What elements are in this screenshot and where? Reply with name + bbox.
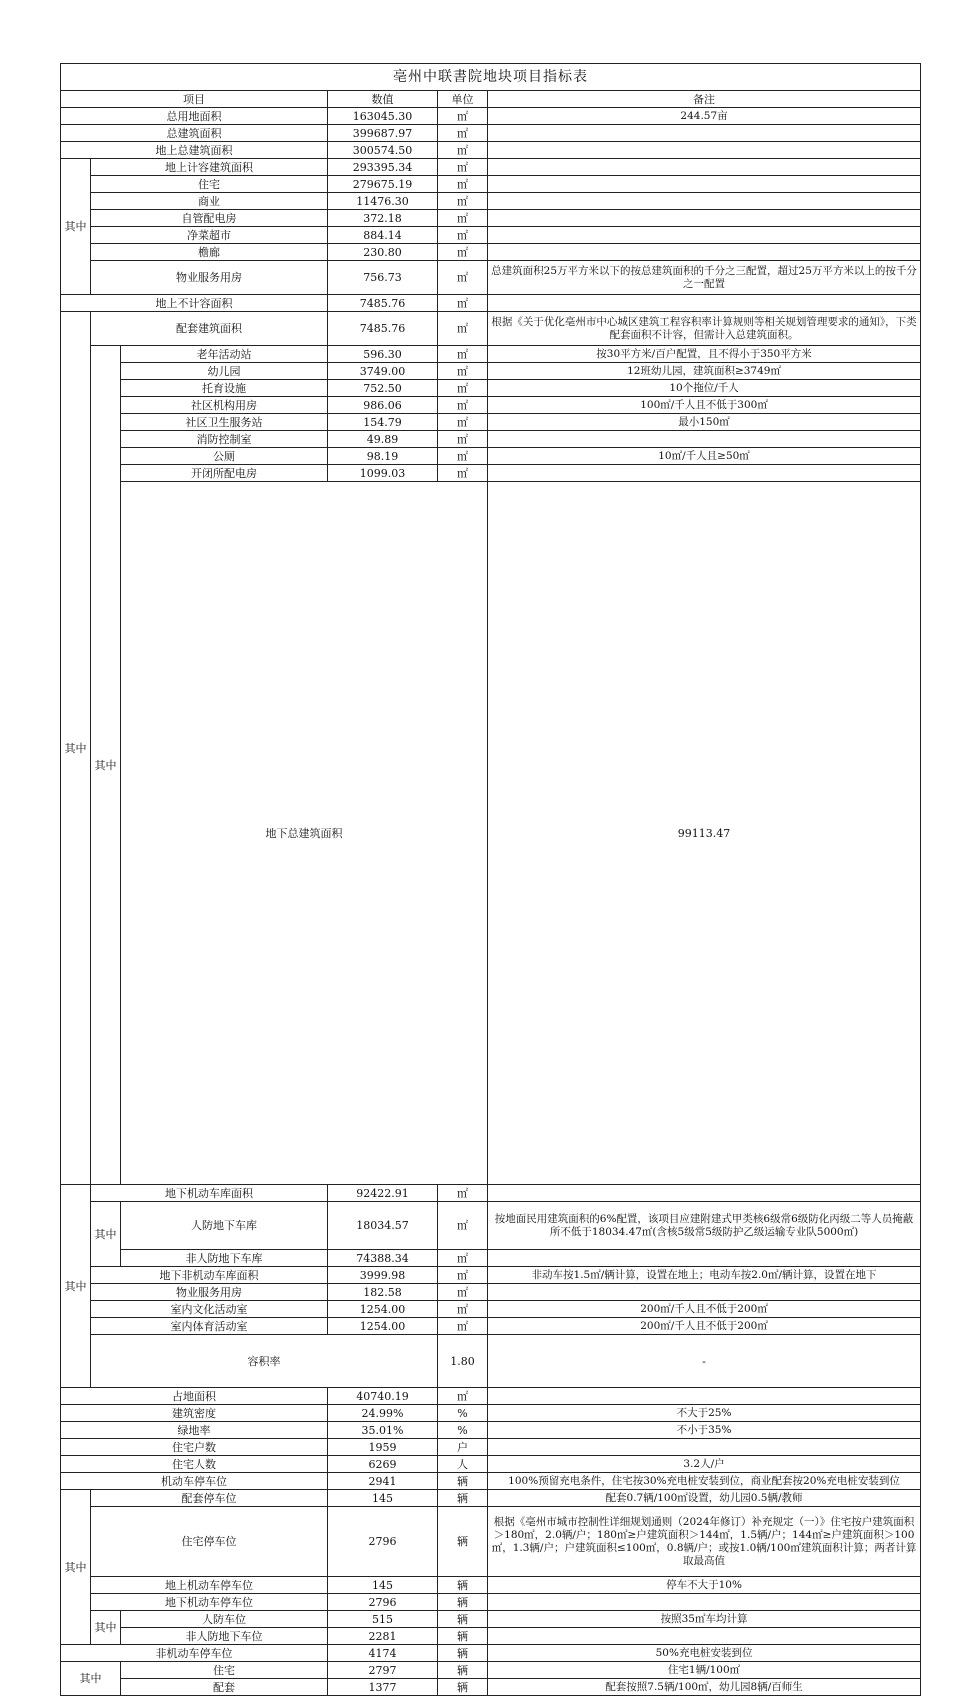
group-label: 其中 — [61, 159, 91, 295]
row-unit: ㎡ — [438, 210, 488, 227]
group-label: 其中 — [61, 1490, 91, 1645]
row-unit: ㎡ — [438, 397, 488, 414]
row-note — [488, 210, 921, 227]
row-value: 92422.91 — [328, 1185, 438, 1202]
row-note: 停车不大于10% — [488, 1577, 921, 1594]
row-value: 2281 — [328, 1628, 438, 1645]
row-note: 200㎡/千人且不低于200㎡ — [488, 1301, 921, 1318]
table-row — [61, 176, 921, 193]
row-unit: ㎡ — [438, 1250, 488, 1267]
row-value: 49.89 — [328, 431, 438, 448]
row-item: 总用地面积 — [61, 108, 328, 125]
row-unit: ㎡ — [438, 125, 488, 142]
row-unit: ㎡ — [438, 227, 488, 244]
table-row — [61, 465, 921, 482]
table-row — [61, 380, 921, 397]
row-value: 24.99% — [328, 1405, 438, 1422]
row-note: 非动车按1.5㎡/辆计算，设置在地上；电动车按2.0㎡/辆计算，设置在地下 — [488, 1267, 921, 1284]
title-row — [61, 64, 921, 91]
row-note: 按照35㎡车均计算 — [488, 1611, 921, 1628]
row-value: 6269 — [328, 1456, 438, 1473]
row-note: 按地面民用建筑面积的6%配置，该项目应建附建式甲类核6级常6级防化丙级二等人员掩蔽所不低于18034.47㎡(含核5级常5级防护乙级运输专业队5000㎡) — [488, 1202, 921, 1250]
row-note — [488, 431, 921, 448]
row-unit: ㎡ — [438, 346, 488, 363]
row-unit: 辆 — [438, 1662, 488, 1679]
table-row — [61, 312, 921, 346]
row-note — [488, 159, 921, 176]
row-item: 机动车停车位 — [61, 1473, 328, 1490]
table-row — [61, 159, 921, 176]
row-item: 地上机动车停车位 — [91, 1577, 328, 1594]
row-note: 10㎡/千人且≥50㎡ — [488, 448, 921, 465]
row-unit: ㎡ — [438, 1202, 488, 1250]
row-item: 住宅户数 — [61, 1439, 328, 1456]
row-note — [488, 227, 921, 244]
row-value: 279675.19 — [328, 176, 438, 193]
row-item: 物业服务用房 — [91, 1284, 328, 1301]
row-value: 2941 — [328, 1473, 438, 1490]
row-unit: ㎡ — [438, 193, 488, 210]
row-unit: ㎡ — [438, 312, 488, 346]
row-value: 7485.76 — [328, 312, 438, 346]
row-unit: % — [438, 1405, 488, 1422]
row-value: 986.06 — [328, 397, 438, 414]
row-value: 35.01% — [328, 1422, 438, 1439]
row-value: 74388.34 — [328, 1250, 438, 1267]
row-note — [488, 465, 921, 482]
row-note — [488, 1250, 921, 1267]
row-unit: 辆 — [438, 1594, 488, 1611]
row-unit: ㎡ — [438, 1388, 488, 1405]
row-note: 12班幼儿园，建筑面积≥3749㎡ — [488, 363, 921, 380]
row-item: 住宅 — [91, 176, 328, 193]
row-unit: ㎡ — [438, 108, 488, 125]
table-row — [61, 193, 921, 210]
table-row — [61, 142, 921, 159]
table-row — [61, 397, 921, 414]
row-value: 1959 — [328, 1439, 438, 1456]
row-unit: ㎡ — [438, 295, 488, 312]
table-row — [61, 1679, 921, 1696]
row-item: 社区机构用房 — [121, 397, 328, 414]
row-item: 配套停车位 — [91, 1490, 328, 1507]
table-row — [61, 482, 921, 1185]
row-value: 7485.76 — [328, 295, 438, 312]
row-note — [488, 1185, 921, 1202]
row-value: 145 — [328, 1577, 438, 1594]
table-row — [61, 1439, 921, 1456]
row-unit: 辆 — [438, 1679, 488, 1696]
row-item: 配套 — [121, 1679, 328, 1696]
table-row — [61, 1507, 921, 1577]
table-row — [61, 1405, 921, 1422]
header-value: 数值 — [328, 91, 438, 108]
row-note — [488, 1594, 921, 1611]
row-item: 室内文化活动室 — [91, 1301, 328, 1318]
row-unit: ㎡ — [438, 1284, 488, 1301]
row-value: 293395.34 — [328, 159, 438, 176]
header-note: 备注 — [488, 91, 921, 108]
row-item: 物业服务用房 — [91, 261, 328, 295]
table-row — [61, 1577, 921, 1594]
row-item: 地上不计容面积 — [61, 295, 328, 312]
row-value: 3749.00 — [328, 363, 438, 380]
row-note: 200㎡/千人且不低于200㎡ — [488, 1318, 921, 1335]
table-row — [61, 108, 921, 125]
row-note — [488, 295, 921, 312]
row-item: 地上计容建筑面积 — [91, 159, 328, 176]
row-unit: 辆 — [438, 1628, 488, 1645]
row-item: 公厕 — [121, 448, 328, 465]
row-value: 40740.19 — [328, 1388, 438, 1405]
row-unit: ㎡ — [438, 159, 488, 176]
row-item: 地下机动车停车位 — [91, 1594, 328, 1611]
table-row — [61, 227, 921, 244]
row-note: 配套0.7辆/100㎡设置，幼儿园0.5辆/教师 — [488, 1490, 921, 1507]
header-row — [61, 91, 921, 108]
table-row — [61, 1473, 921, 1490]
row-value: 3999.98 — [328, 1267, 438, 1284]
row-item: 自管配电房 — [91, 210, 328, 227]
row-unit: ㎡ — [438, 142, 488, 159]
row-unit: ㎡ — [438, 363, 488, 380]
row-note — [488, 176, 921, 193]
row-value: 399687.97 — [328, 125, 438, 142]
table-row — [61, 244, 921, 261]
row-value: 2796 — [328, 1594, 438, 1611]
table-row — [61, 414, 921, 431]
row-unit: 户 — [438, 1439, 488, 1456]
table-row — [61, 1628, 921, 1645]
table-row — [61, 1284, 921, 1301]
table-row — [61, 1388, 921, 1405]
table-title: 亳州中联書院地块项目指标表 — [61, 64, 921, 91]
row-item: 建筑密度 — [61, 1405, 328, 1422]
row-note: 100%预留充电条件，住宅按30%充电桩安装到位，商业配套按20%充电桩安装到位 — [488, 1473, 921, 1490]
row-note — [488, 142, 921, 159]
group-label: 其中 — [61, 1662, 121, 1696]
row-item: 地下机动车库面积 — [91, 1185, 328, 1202]
row-value: 18034.57 — [328, 1202, 438, 1250]
table-row — [61, 1202, 921, 1250]
row-item: 地上总建筑面积 — [61, 142, 328, 159]
row-item: 住宅 — [121, 1662, 328, 1679]
row-value: 372.18 — [328, 210, 438, 227]
row-value: 2796 — [328, 1507, 438, 1577]
subgroup-label: 其中 — [91, 346, 121, 1185]
table-row — [61, 363, 921, 380]
row-unit: % — [438, 1422, 488, 1439]
row-value: 182.58 — [328, 1284, 438, 1301]
row-note: 3.2人/户 — [488, 1456, 921, 1473]
table-row — [61, 261, 921, 295]
table-row — [61, 448, 921, 465]
row-item: 配套建筑面积 — [91, 312, 328, 346]
row-value: 98.19 — [328, 448, 438, 465]
row-item: 绿地率 — [61, 1422, 328, 1439]
row-value: 4174 — [328, 1645, 438, 1662]
table-row — [61, 1645, 921, 1662]
table-row — [61, 1318, 921, 1335]
row-note: 最小150㎡ — [488, 414, 921, 431]
row-item: 住宅停车位 — [91, 1507, 328, 1577]
row-item: 人防地下车库 — [121, 1202, 328, 1250]
row-value: 515 — [328, 1611, 438, 1628]
row-value: 230.80 — [328, 244, 438, 261]
row-item: 地下总建筑面积 — [121, 482, 488, 1185]
row-note: 根据《亳州市城市控制性详细规划通则（2024年修订）补充规定（一）》住宅按户建筑面积＞180㎡，2.0辆/户；180㎡≥户建筑面积＞144㎡，1.5辆/户；144㎡≥户建筑面积＞100㎡，1.3辆/户；户建筑面积≤100㎡，0.8辆/户；或按1.0辆/100㎡建筑面积计算；两者计算取最高值 — [488, 1507, 921, 1577]
row-item: 檐廊 — [91, 244, 328, 261]
header-item: 项目 — [61, 91, 328, 108]
row-unit: ㎡ — [438, 448, 488, 465]
row-item: 容积率 — [91, 1335, 438, 1388]
row-item: 净菜超市 — [91, 227, 328, 244]
row-unit: ㎡ — [438, 176, 488, 193]
indicator-table — [60, 63, 921, 1696]
table-row — [61, 1611, 921, 1628]
table-row — [61, 210, 921, 227]
subgroup-label: 其中 — [91, 1611, 121, 1645]
row-item: 人防车位 — [121, 1611, 328, 1628]
row-item: 消防控制室 — [121, 431, 328, 448]
group-label: 其中 — [61, 1185, 91, 1388]
row-note: 不小于35% — [488, 1422, 921, 1439]
row-unit: 辆 — [438, 1611, 488, 1628]
table-row — [61, 1662, 921, 1679]
row-unit: ㎡ — [438, 1267, 488, 1284]
row-value: 752.50 — [328, 380, 438, 397]
row-note — [488, 244, 921, 261]
row-item: 社区卫生服务站 — [121, 414, 328, 431]
row-value: 300574.50 — [328, 142, 438, 159]
row-value: 99113.47 — [488, 482, 921, 1185]
table-row — [61, 1490, 921, 1507]
row-item: 托育设施 — [121, 380, 328, 397]
row-unit: ㎡ — [438, 380, 488, 397]
row-item: 占地面积 — [61, 1388, 328, 1405]
row-unit: ㎡ — [438, 414, 488, 431]
row-item: 室内体育活动室 — [91, 1318, 328, 1335]
row-unit: 辆 — [438, 1473, 488, 1490]
row-item: 地下非机动车库面积 — [91, 1267, 328, 1284]
row-note — [488, 1439, 921, 1456]
row-item: 老年活动站 — [121, 346, 328, 363]
row-value: 2797 — [328, 1662, 438, 1679]
row-unit: ㎡ — [438, 1185, 488, 1202]
table-row — [61, 1250, 921, 1267]
row-item: 非人防地下车位 — [121, 1628, 328, 1645]
row-item: 住宅人数 — [61, 1456, 328, 1473]
row-value: 154.79 — [328, 414, 438, 431]
row-unit: 辆 — [438, 1645, 488, 1662]
row-unit: ㎡ — [438, 465, 488, 482]
row-value: 1.80 — [438, 1335, 488, 1388]
row-value: 163045.30 — [328, 108, 438, 125]
table-row — [61, 1456, 921, 1473]
subgroup-label: 其中 — [91, 1202, 121, 1267]
row-value: 1254.00 — [328, 1318, 438, 1335]
row-note — [488, 125, 921, 142]
table-row — [61, 431, 921, 448]
indicator-table-sheet — [60, 63, 920, 1694]
row-note — [488, 193, 921, 210]
table-row — [61, 1335, 921, 1388]
row-item: 总建筑面积 — [61, 125, 328, 142]
row-value: 596.30 — [328, 346, 438, 363]
row-value: 1099.03 — [328, 465, 438, 482]
row-note: 按30平方米/百户配置，且不得小于350平方米 — [488, 346, 921, 363]
table-row — [61, 1185, 921, 1202]
row-note: 不大于25% — [488, 1405, 921, 1422]
row-note: 100㎡/千人且不低于300㎡ — [488, 397, 921, 414]
group-label: 其中 — [61, 312, 91, 1185]
row-note — [488, 1388, 921, 1405]
row-note: 住宅1辆/100㎡ — [488, 1662, 921, 1679]
row-unit: ㎡ — [438, 1301, 488, 1318]
row-item: 商业 — [91, 193, 328, 210]
row-unit: 人 — [438, 1456, 488, 1473]
row-note — [488, 1284, 921, 1301]
row-unit: ㎡ — [438, 431, 488, 448]
table-row — [61, 1301, 921, 1318]
row-value: 1377 — [328, 1679, 438, 1696]
row-note: 50%充电桩安装到位 — [488, 1645, 921, 1662]
table-row — [61, 1267, 921, 1284]
row-value: 145 — [328, 1490, 438, 1507]
row-value: 884.14 — [328, 227, 438, 244]
row-note: 10个拖位/千人 — [488, 380, 921, 397]
row-unit: ㎡ — [438, 244, 488, 261]
table-row — [61, 295, 921, 312]
row-note — [488, 1628, 921, 1645]
row-item: 开闭所配电房 — [121, 465, 328, 482]
row-note: 总建筑面积25万平方米以下的按总建筑面积的千分之三配置，超过25万平方米以上的按千分之一配置 — [488, 261, 921, 295]
row-unit: 辆 — [438, 1577, 488, 1594]
row-unit: ㎡ — [438, 261, 488, 295]
row-note: 根据《关于优化亳州市中心城区建筑工程容积率计算规则等相关规划管理要求的通知》，下类配套面积不计容，但需计入总建筑面积。 — [488, 312, 921, 346]
table-row — [61, 346, 921, 363]
row-note: 244.57亩 — [488, 108, 921, 125]
row-value: 756.73 — [328, 261, 438, 295]
row-unit: 辆 — [438, 1507, 488, 1577]
header-unit: 单位 — [438, 91, 488, 108]
table-row — [61, 1594, 921, 1611]
row-value: 11476.30 — [328, 193, 438, 210]
row-value: 1254.00 — [328, 1301, 438, 1318]
row-item: 幼儿园 — [121, 363, 328, 380]
table-row — [61, 125, 921, 142]
row-item: 非机动车停车位 — [61, 1645, 328, 1662]
row-unit: 辆 — [438, 1490, 488, 1507]
row-unit: ㎡ — [438, 1318, 488, 1335]
row-unit: - — [488, 1335, 921, 1388]
row-note: 配套按照7.5辆/100㎡，幼儿园8辆/百师生 — [488, 1679, 921, 1696]
row-item: 非人防地下车库 — [121, 1250, 328, 1267]
table-row — [61, 1422, 921, 1439]
